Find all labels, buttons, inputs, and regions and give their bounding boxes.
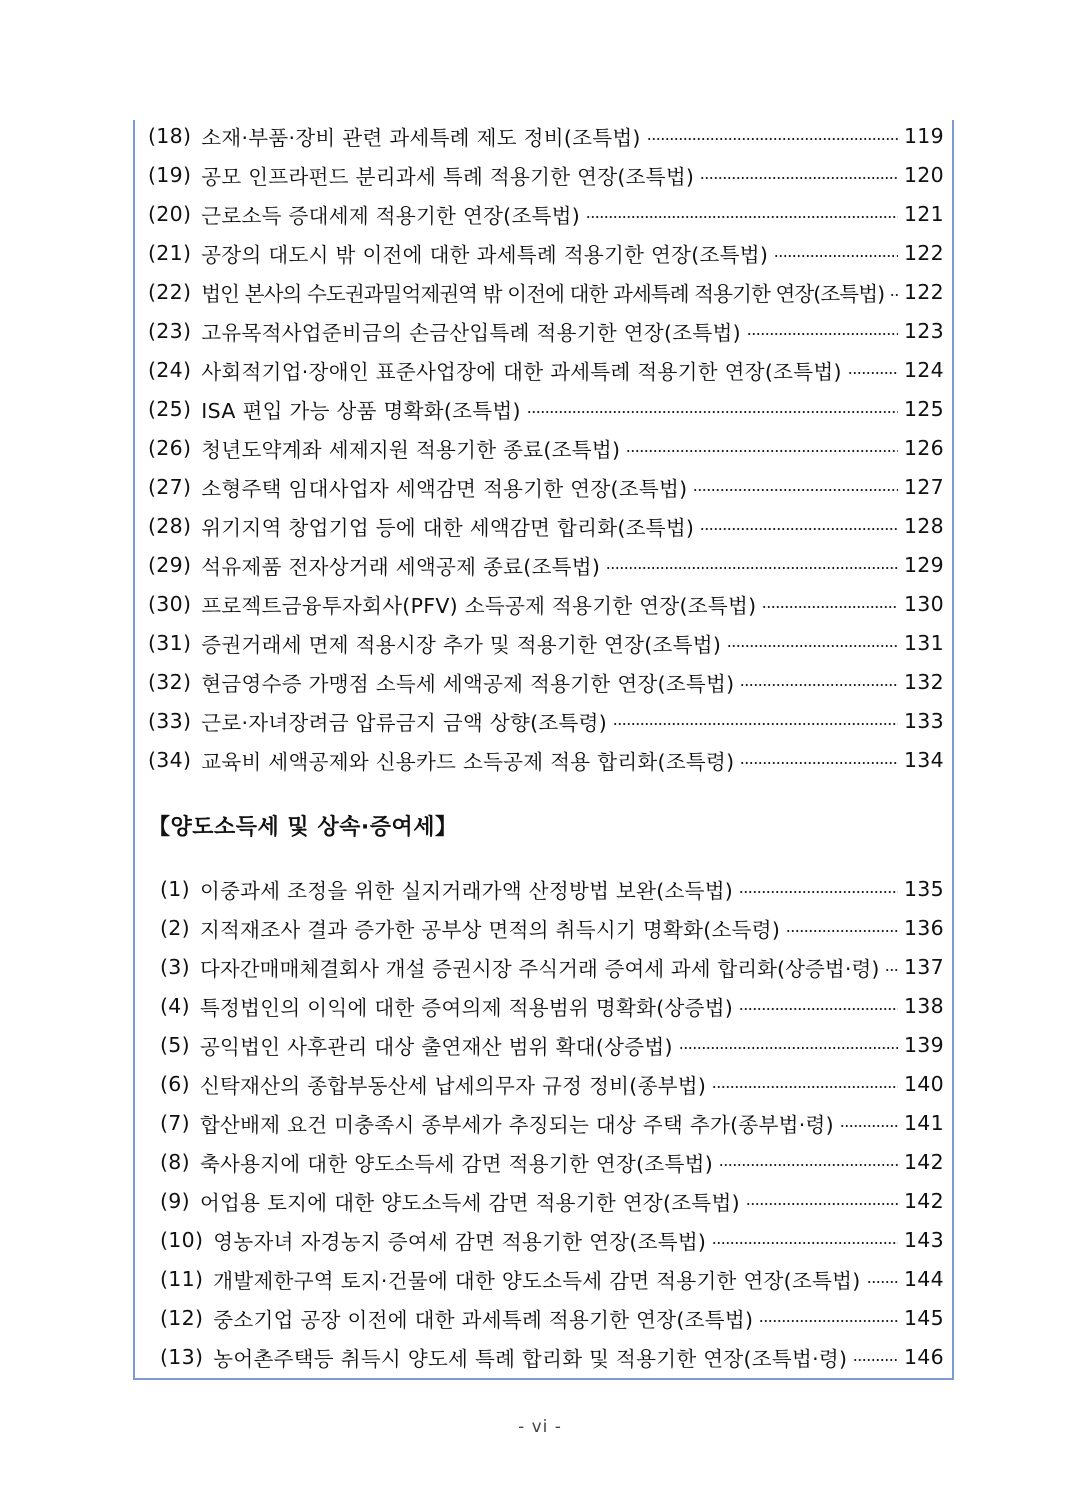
toc-entry[interactable] — [160, 1181, 944, 1220]
toc-entry-title: 소재·부품·장비 관련 과세특례 제도 정비(조특법) — [201, 125, 641, 150]
toc-entry-page: 129 — [903, 552, 944, 577]
toc-entry-number: (32) — [148, 669, 192, 694]
toc-entry-title: 청년도약계좌 세제지원 적용기한 종료(조특법) — [201, 437, 621, 462]
toc-entry-number: (29) — [148, 552, 192, 577]
toc-entry[interactable] — [160, 947, 944, 986]
toc-entry-page: 122 — [903, 279, 944, 304]
toc-entry-number: (31) — [148, 630, 192, 655]
toc-entry-title: 석유제품 전자상거래 세액공제 종료(조특법) — [201, 554, 601, 579]
dot-leader — [747, 332, 898, 336]
toc-entry-title: 영농자녀 자경농지 증여세 감면 적용기한 연장(조특법) — [213, 1229, 707, 1254]
toc-entry[interactable] — [148, 545, 944, 584]
toc-entry-page: 135 — [903, 876, 944, 901]
toc-entry-title: 어업용 토지에 대한 양도소득세 감면 적용기한 연장(조특법) — [199, 1190, 740, 1215]
dot-leader — [719, 1163, 898, 1167]
toc-entry[interactable] — [160, 986, 944, 1025]
dot-leader — [700, 527, 898, 531]
toc-entry-title: 다자간매매체결회사 개설 증권시장 주식거래 증여세 과세 합리화(상증법·령) — [199, 956, 880, 981]
toc-entry-page: 127 — [903, 474, 944, 499]
toc-entry[interactable] — [160, 869, 944, 908]
toc-entry-number: (30) — [148, 591, 192, 616]
toc-entry-number: (23) — [148, 318, 192, 343]
toc-entry-title: 공장의 대도시 밖 이전에 대한 과세특례 적용기한 연장(조특법) — [201, 242, 769, 267]
toc-entry[interactable] — [148, 233, 944, 272]
dot-leader — [774, 254, 898, 258]
dot-leader — [739, 890, 898, 894]
toc-entry-number: (27) — [148, 474, 192, 499]
toc-entry-page: 144 — [903, 1266, 944, 1291]
toc-entry-title: 공모 인프라펀드 분리과세 특례 적용기한 연장(조특법) — [201, 164, 695, 189]
dot-leader — [885, 968, 898, 972]
dot-leader — [679, 1046, 898, 1050]
toc-entry-page: 137 — [903, 954, 944, 979]
dot-leader — [727, 644, 898, 648]
toc-entry-number: (13) — [160, 1344, 204, 1369]
toc-entry[interactable] — [148, 740, 944, 779]
toc-entry-page: 142 — [903, 1188, 944, 1213]
toc-entry-page: 121 — [903, 201, 944, 226]
toc-entry-title: 소형주택 임대사업자 세액감면 적용기한 연장(조특법) — [201, 476, 688, 501]
dot-leader — [853, 1358, 898, 1362]
toc-entry-title: 축사용지에 대한 양도소득세 감면 적용기한 연장(조특법) — [199, 1151, 713, 1176]
toc-entry-page: 136 — [903, 915, 944, 940]
toc-entry[interactable] — [160, 1298, 944, 1337]
toc-entry-title: 사회적기업·장애인 표준사업장에 대한 과세특례 적용기한 연장(조특법) — [201, 359, 842, 384]
toc-entry-number: (20) — [148, 201, 192, 226]
toc-entry-title: 신탁재산의 종합부동산세 납세의무자 규정 정비(종부법) — [199, 1073, 707, 1098]
toc-entry-number: (1) — [160, 876, 190, 901]
toc-entry-number: (26) — [148, 435, 192, 460]
toc-entry-page: 138 — [903, 993, 944, 1018]
toc-entry-number: (18) — [148, 123, 192, 148]
toc-entry[interactable] — [160, 1220, 944, 1259]
toc-entry[interactable] — [148, 155, 944, 194]
dot-leader — [740, 761, 898, 765]
dot-leader — [613, 722, 898, 726]
toc-entry-number: (34) — [148, 747, 192, 772]
toc-entry-title: 근로·자녀장려금 압류금지 금액 상향(조특령) — [201, 710, 607, 735]
dot-leader — [700, 176, 898, 180]
toc-entry-number: (21) — [148, 240, 192, 265]
dot-leader — [693, 488, 898, 492]
toc-entry-page: 143 — [903, 1227, 944, 1252]
toc-entry-page: 142 — [903, 1149, 944, 1174]
dot-leader — [762, 605, 898, 609]
toc-entry[interactable] — [148, 194, 944, 233]
page-number: - vi - — [518, 1417, 562, 1437]
toc-entry[interactable] — [148, 272, 944, 311]
toc-entry-title: 프로젝트금융투자회사(PFV) 소득공제 적용기한 연장(조특법) — [201, 593, 757, 618]
toc-entry[interactable] — [148, 389, 944, 428]
dot-leader — [739, 1007, 898, 1011]
toc-entry[interactable] — [148, 506, 944, 545]
toc-entry-page: 131 — [903, 630, 944, 655]
toc-entry-title: 법인 본사의 수도권과밀억제권역 밖 이전에 대한 과세특례 적용기한 연장(조특법) — [201, 281, 884, 306]
toc-entry-page: 132 — [903, 669, 944, 694]
toc-entry[interactable] — [160, 1337, 944, 1376]
toc-entry-title: 고유목적사업준비금의 손금산입특례 적용기한 연장(조특법) — [201, 320, 741, 345]
dot-leader — [786, 929, 898, 933]
toc-entry-page: 123 — [903, 318, 944, 343]
toc-entry-number: (9) — [160, 1188, 190, 1213]
dot-leader — [740, 683, 898, 687]
toc-entry[interactable] — [148, 311, 944, 350]
toc-entry-number: (4) — [160, 993, 190, 1018]
toc-entry-title: ISA 편입 가능 상품 명확화(조특법) — [201, 398, 521, 423]
toc-entry[interactable] — [160, 1142, 944, 1181]
toc-entry[interactable] — [160, 1259, 944, 1298]
toc-entry-number: (8) — [160, 1149, 190, 1174]
toc-entry-page: 119 — [903, 123, 944, 148]
toc-entry[interactable] — [148, 662, 944, 701]
toc-entry-title: 개발제한구역 토지·건물에 대한 양도소득세 감면 적용기한 연장(조특법) — [213, 1268, 861, 1293]
toc-entry-title: 위기지역 창업기업 등에 대한 세액감면 합리화(조특법) — [201, 515, 695, 540]
toc-entry[interactable] — [148, 467, 944, 506]
toc-entry[interactable] — [148, 350, 944, 389]
toc-entry-number: (28) — [148, 513, 192, 538]
toc-entry-page: 125 — [903, 396, 944, 421]
dot-leader — [746, 1202, 898, 1206]
dot-leader — [848, 371, 898, 375]
toc-entry-number: (12) — [160, 1305, 204, 1330]
toc-entry-page: 122 — [903, 240, 944, 265]
dot-leader — [527, 410, 898, 414]
toc-entry-page: 126 — [903, 435, 944, 460]
toc-entry-title: 지적재조사 결과 증가한 공부상 면적의 취득시기 명확화(소득령) — [199, 917, 781, 942]
toc-entry-title: 농어촌주택등 취득시 양도세 특례 합리화 및 적용기한 연장(조특법·령) — [213, 1346, 848, 1371]
toc-entry-page: 134 — [903, 747, 944, 772]
toc-entry-number: (5) — [160, 1032, 190, 1057]
toc-entry[interactable] — [148, 428, 944, 467]
dot-leader — [712, 1085, 898, 1089]
dot-leader — [606, 566, 898, 570]
toc-entry-page: 141 — [903, 1110, 944, 1135]
toc-entry-number: (33) — [148, 708, 192, 733]
dot-leader — [890, 293, 898, 297]
toc-entry-title: 특정법인의 이익에 대한 증여의제 적용범위 명확화(상증법) — [199, 995, 734, 1020]
toc-entry-number: (2) — [160, 915, 190, 940]
toc-entry-page: 145 — [903, 1305, 944, 1330]
toc-entry-page: 133 — [903, 708, 944, 733]
toc-entry-title: 교육비 세액공제와 신용카드 소득공제 적용 합리화(조특령) — [201, 749, 735, 774]
toc-entry-page: 139 — [903, 1032, 944, 1057]
toc-entry-title: 현금영수증 가맹점 소득세 세액공제 적용기한 연장(조특법) — [201, 671, 735, 696]
toc-entry-title: 중소기업 공장 이전에 대한 과세특례 적용기한 연장(조특법) — [213, 1307, 754, 1332]
toc-entry-number: (11) — [160, 1266, 204, 1291]
toc-entry-page: 130 — [903, 591, 944, 616]
dot-leader — [712, 1241, 898, 1245]
toc-entry-number: (3) — [160, 954, 190, 979]
toc-entry-page: 146 — [903, 1344, 944, 1369]
dot-leader — [759, 1319, 898, 1323]
toc-entry-page: 120 — [903, 162, 944, 187]
toc-entry-number: (7) — [160, 1110, 190, 1135]
toc-entry[interactable] — [160, 1103, 944, 1142]
toc-entry-number: (22) — [148, 279, 192, 304]
toc-entry-page: 128 — [903, 513, 944, 538]
toc-entry-title: 근로소득 증대세제 적용기한 연장(조특법) — [201, 203, 581, 228]
dot-leader — [626, 449, 898, 453]
toc-entry[interactable] — [148, 701, 944, 740]
toc-entry-page: 124 — [903, 357, 944, 382]
toc-entry[interactable] — [160, 908, 944, 947]
dot-leader — [867, 1280, 898, 1284]
toc-entry[interactable] — [160, 1025, 944, 1064]
toc-entry-title: 공익법인 사후관리 대상 출연재산 범위 확대(상증법) — [199, 1034, 673, 1059]
toc-entry[interactable] — [160, 1064, 944, 1103]
toc-entry-title: 이중과세 조정을 위한 실지거래가액 산정방법 보완(소득법) — [199, 878, 734, 903]
toc-entry-number: (6) — [160, 1071, 190, 1096]
toc-entry[interactable] — [148, 116, 944, 155]
toc-entry-page: 140 — [903, 1071, 944, 1096]
toc-entry-title: 증권거래세 면제 적용시장 추가 및 적용기한 연장(조특법) — [201, 632, 722, 657]
dot-leader — [840, 1124, 898, 1128]
toc-entry-number: (10) — [160, 1227, 204, 1252]
dot-leader — [586, 215, 898, 219]
dot-leader — [647, 137, 898, 141]
toc-entry[interactable] — [148, 584, 944, 623]
section-heading: 【양도소득세 및 상속·증여세】 — [148, 815, 458, 840]
toc-entry[interactable] — [148, 623, 944, 662]
toc-entry-number: (25) — [148, 396, 192, 421]
toc-entry-number: (24) — [148, 357, 192, 382]
toc-entry-number: (19) — [148, 162, 192, 187]
toc-entry-title: 합산배제 요건 미충족시 종부세가 추징되는 대상 주택 추가(종부법·령) — [199, 1112, 834, 1137]
